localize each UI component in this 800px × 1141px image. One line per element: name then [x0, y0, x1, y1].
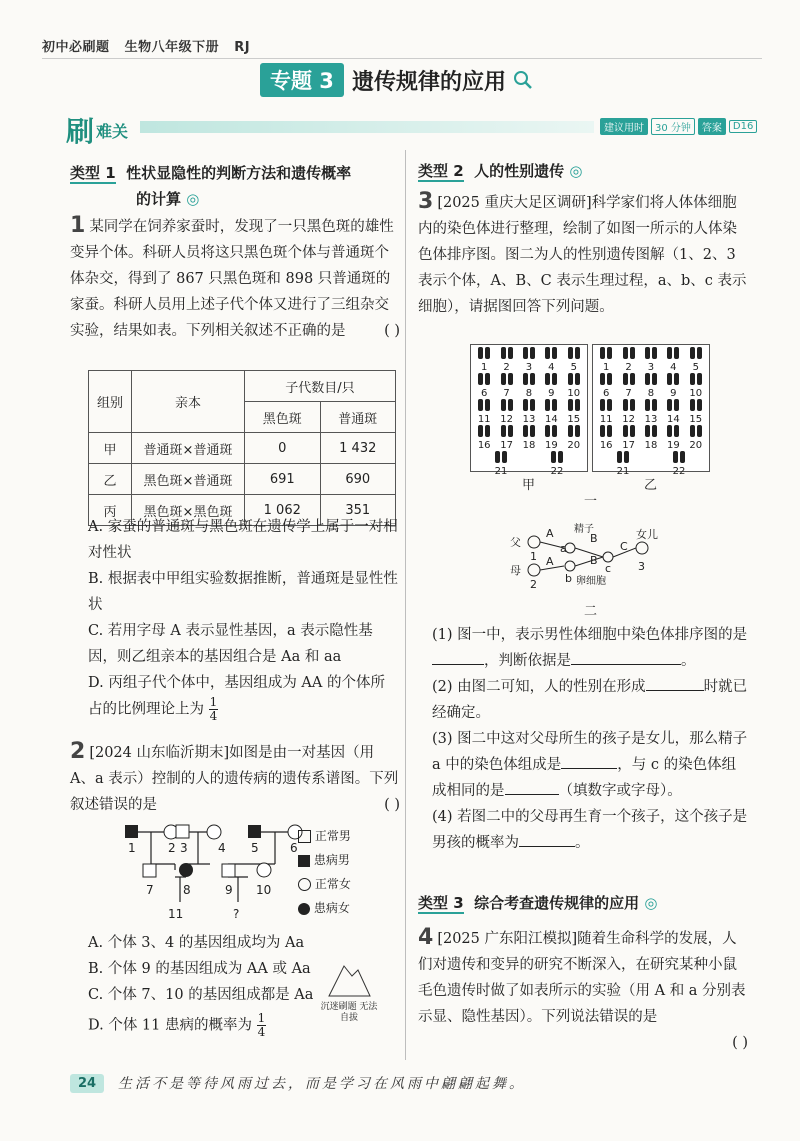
chromosome-pair [500, 399, 514, 425]
chromosome-number: 19 [666, 440, 680, 451]
cell-b [565, 561, 575, 571]
q2-option-c[interactable]: C. 个体 7、10 的基因组成都是 Aa [88, 987, 314, 1003]
chromosome-pair [544, 399, 558, 425]
chromosome-number: 16 [477, 440, 491, 451]
blank-4[interactable] [561, 768, 617, 769]
q2-paren: ( ) [384, 797, 400, 813]
chromosome-number: 3 [525, 362, 533, 373]
chromosome-pair [544, 373, 558, 399]
chromosome-number: 11 [599, 414, 613, 425]
node-1 [528, 536, 540, 548]
individual-7 [143, 864, 156, 877]
chromosome-number: 17 [622, 440, 635, 451]
chromosome-pair [599, 399, 613, 425]
chromosome-pair [672, 451, 686, 477]
chromosome-number: 20 [567, 440, 581, 451]
chromosome-number: 6 [481, 388, 488, 399]
th-group: 组别 [89, 371, 132, 433]
karyotype-row [473, 399, 585, 425]
q2-stem: 如图是由一对基因（用 A、a 表示）控制的人的遗传病的遗传系谱图。下列叙述错误的是 [70, 745, 399, 813]
label-8: 8 [183, 883, 191, 897]
chromosome-pair [567, 347, 581, 373]
daughter-label: 女儿 [636, 528, 658, 541]
time-value: 30 分钟 [651, 118, 695, 135]
node-2 [528, 564, 540, 576]
question-3 [418, 190, 748, 320]
chromosome-number: 1 [603, 362, 610, 373]
chromosome-number: 7 [503, 388, 510, 399]
q1-options [88, 514, 398, 723]
time-label: 建议用时 [600, 118, 648, 135]
cell-parent: 黑色斑×普通斑 [132, 464, 245, 495]
chromosome-pair [689, 425, 703, 451]
type2-heading [418, 160, 582, 181]
section-name: 难关 [96, 122, 129, 141]
cell-parent: 普通斑×普通斑 [132, 433, 245, 464]
label-11: 11 [168, 907, 184, 921]
blank-3[interactable] [646, 690, 704, 691]
chromosome-number: 5 [692, 362, 699, 373]
cell-group: 丙 [89, 495, 132, 526]
individual-1 [125, 825, 138, 838]
legend-label: 患病女 [313, 901, 350, 915]
karyotype-row [595, 399, 707, 425]
chromosome-number: 1 [481, 362, 488, 373]
karyotype-row [473, 373, 585, 399]
chromosome-pair [666, 347, 680, 373]
chromosome-number: 22 [550, 466, 564, 477]
chromosome-number: 3 [647, 362, 655, 373]
answer-value: D16 [729, 120, 757, 133]
q2-source: [2024 山东临沂期末] [89, 745, 230, 761]
father-label: 父 [510, 536, 521, 549]
chromosome-pair [599, 425, 613, 451]
type2-title: 人的性别遗传 [474, 162, 565, 180]
legend-affected-female [298, 896, 351, 920]
chromosome-number: 15 [567, 414, 581, 425]
legend-label: 患病男 [313, 853, 350, 867]
q1-option-d[interactable] [88, 670, 398, 723]
type1-label: 类型 1 [70, 164, 116, 182]
karyotype-a [470, 344, 588, 477]
B2-label: B [590, 554, 598, 567]
individual-8 [179, 863, 193, 877]
chromosome-pair [689, 399, 703, 425]
chromosome-number: 10 [567, 388, 581, 399]
cell-black: 0 [245, 433, 321, 464]
chromosome-pair [500, 347, 514, 373]
q4-text [418, 926, 748, 1030]
chromosome-number: 13 [644, 414, 658, 425]
q4-stem: 随着生命科学的发展，人们对遗传和变异的研究不断深入，在研究某种小鼠毛色遗传时做了如表所示的实验（用 A 和 a 分别表示显、隐性基因）。下列说法错误的是 [418, 931, 746, 1025]
label-3: 3 [180, 841, 188, 855]
type1-heading [70, 160, 400, 212]
panel-a-label: 甲 [522, 478, 536, 493]
sub2-text2: 时就已经确定。 [432, 679, 748, 721]
legend-normal-male [298, 824, 351, 848]
figure-2-label: 二 [584, 604, 598, 619]
chromosome-number: 20 [689, 440, 703, 451]
chromosome-pair [522, 399, 536, 425]
frac-den: 4 [209, 709, 218, 723]
page-number: 24 [70, 1074, 104, 1093]
a-label: a [560, 542, 567, 555]
n1-label: 1 [530, 550, 537, 563]
frac-num: 1 [257, 1011, 266, 1025]
chromosome-number: 8 [647, 388, 655, 399]
sex-inheritance-diagram [510, 520, 700, 610]
sub1-text: (1) 图一中，表示男性体细胞中染色体排序图的是 [432, 627, 748, 643]
chromosome-pair [622, 373, 636, 399]
chromosome-number: 2 [625, 362, 632, 373]
b-label: b [565, 572, 572, 585]
label-5: 5 [251, 841, 259, 855]
th-offspring: 子代数目/只 [245, 371, 396, 402]
label-6: 6 [290, 841, 298, 855]
chromosome-pair [666, 425, 680, 451]
q1-fraction [209, 696, 219, 723]
cell-parent: 黑色斑×黑色斑 [132, 495, 245, 526]
chromosome-number: 19 [544, 440, 558, 451]
type2-label: 类型 2 [418, 162, 464, 180]
chromosome-pair [644, 399, 658, 425]
chromosome-pair [500, 373, 514, 399]
cell-normal: 690 [320, 464, 396, 495]
chromosome-number: 10 [689, 388, 703, 399]
n3-label: 3 [638, 560, 645, 573]
type3-label: 类型 3 [418, 894, 464, 912]
q1-option-d-text: D. 丙组子代个体中，基因组成为 AA 的个体所占的比例理论上为 [88, 675, 385, 718]
q3-sub1: (1) 图一中，表示男性体细胞中染色体排序图的是，判断依据是 。 [432, 627, 748, 669]
book-title: 初中必刷题 [42, 40, 110, 55]
type3-title: 综合考查遗传规律的应用 [474, 894, 640, 912]
chromosome-pair [522, 425, 536, 451]
question-1 [70, 214, 400, 344]
chromosome-number: 9 [548, 388, 555, 399]
q2-fraction [257, 1012, 267, 1039]
cell-black: 691 [245, 464, 321, 495]
footer-motto: 生活不是等待风雨过去，而是学习在风雨中翩翩起舞。 [118, 1076, 526, 1092]
q2-option-d-text: D. 个体 11 患病的概率为 [88, 1017, 252, 1034]
q3-number: 3 [418, 189, 434, 214]
label-9: 9 [225, 883, 233, 897]
q3-source: [2025 重庆大足区调研] [437, 195, 592, 211]
chromosome-number: 2 [503, 362, 510, 373]
figure-1-label: 一 [584, 494, 598, 509]
c-label: c [605, 562, 612, 575]
chromosome-number: 14 [666, 414, 680, 425]
chromosome-number: 9 [670, 388, 677, 399]
chromosome-pair [477, 425, 491, 451]
book-header [42, 36, 250, 55]
answer-label: 答案 [698, 118, 726, 135]
table-row [89, 464, 396, 495]
time-box [600, 118, 757, 135]
panel-b-label: 乙 [644, 478, 658, 493]
sub3-text: (3) 图二中这对父母所生的孩子是女儿，那么精子 a 中的染色体组成是 [432, 731, 748, 773]
legend-label: 正常女 [314, 877, 351, 891]
q3-sub4 [432, 804, 750, 856]
chromosome-pair [500, 425, 514, 451]
q1-table [88, 370, 396, 526]
blank-6[interactable] [519, 846, 575, 847]
topic-title: 遗传规律的应用 [351, 69, 506, 95]
edition-label: RJ [234, 40, 251, 55]
chromosome-number: 12 [500, 414, 513, 425]
q3-sub3 [432, 726, 750, 804]
karyotype-row [473, 425, 585, 451]
chromosome-pair [544, 347, 558, 373]
target-icon: ◎ [186, 190, 200, 208]
q1-number: 1 [70, 213, 86, 238]
chromosome-number: 18 [644, 440, 658, 451]
question-4 [418, 926, 748, 1056]
chromosome-number: 14 [544, 414, 558, 425]
sub2-text: (2) 由图二可知，人的性别在形成 [432, 679, 646, 695]
chromosome-number: 4 [548, 362, 555, 373]
chromosome-pair [622, 399, 636, 425]
chromosome-number: 13 [522, 414, 536, 425]
chromosome-number: 8 [525, 388, 533, 399]
sperm-label: 精子 [574, 524, 594, 535]
q1-option-c[interactable]: C. 若用字母 A 表示显性基因，a 表示隐性基因，则乙组亲本的基因组合是 Aa 和 aa [88, 623, 373, 665]
B-label: B [590, 532, 598, 545]
A2-label: A [546, 555, 554, 568]
karyotype-row [595, 425, 707, 451]
q2-option-a[interactable]: A. 个体 3、4 的基因组成均为 Aa [88, 935, 305, 951]
cell-normal: 351 [320, 495, 396, 526]
chromosome-number: 21 [494, 466, 508, 477]
node-3 [636, 542, 648, 554]
sub3-text3: （填数字或字母）。 [558, 783, 682, 799]
topic-banner [260, 63, 534, 97]
chromosome-pair [477, 399, 491, 425]
n2-label: 2 [530, 578, 537, 591]
chromosome-pair [550, 451, 564, 477]
type1-title2: 的计算 [136, 190, 182, 208]
blank-2[interactable] [571, 664, 681, 665]
chromosome-number: 5 [570, 362, 577, 373]
chromosome-pair [689, 347, 703, 373]
label-10: 10 [256, 883, 272, 897]
chromosome-number: 6 [603, 388, 610, 399]
egg-label: 卵细胞 [576, 576, 606, 587]
q3-text [418, 190, 748, 320]
pedigree-chart [118, 822, 398, 922]
chromosome-number: 22 [672, 466, 686, 477]
legend-affected-male [298, 848, 351, 872]
mother-label: 母 [510, 564, 521, 577]
label-1: 1 [128, 841, 136, 855]
chromosome-number: 21 [616, 466, 630, 477]
q1-option-a[interactable]: A. 家蚕的普通斑与黑色斑在遗传学上属于一对相对性状 [88, 519, 398, 561]
q1-option-b[interactable]: B. 根据表中甲组实验数据推断，普通斑是显性性状 [88, 571, 398, 613]
chromosome-pair [622, 425, 636, 451]
chromosome-pair [544, 425, 558, 451]
sub1-text2: ，判断依据是 [484, 653, 571, 669]
q2-options [88, 930, 328, 1039]
sub4-text: (4) 若图二中的父母再生育一个孩子，这个孩子是男孩的概率为 [432, 809, 748, 851]
type3-heading [418, 892, 657, 913]
q4-paren: ( ) [732, 1035, 748, 1051]
q4-number: 4 [418, 925, 434, 950]
stamp-text: 沉迷刷题 无法自拔 [320, 1002, 378, 1023]
chromosome-pair [644, 347, 658, 373]
C-label: C [620, 540, 628, 553]
chromosome-number: 11 [477, 414, 491, 425]
cell-group: 乙 [89, 464, 132, 495]
q2-option-b[interactable]: B. 个体 9 的基因组成为 AA 或 Aa [88, 961, 311, 977]
individual-4 [207, 825, 221, 839]
header-rule [42, 58, 762, 59]
chromosome-pair [666, 373, 680, 399]
chromosome-pair [522, 373, 536, 399]
th-normal: 普通斑 [320, 402, 396, 433]
subject-title: 生物八年级下册 [124, 40, 220, 55]
target-icon: ◎ [569, 162, 583, 180]
q4-source: [2025 广东阳江模拟] [437, 931, 578, 947]
frac-num: 1 [209, 695, 218, 709]
th-black: 黑色斑 [245, 402, 321, 433]
individual-3 [176, 825, 189, 838]
chromosome-pair [567, 373, 581, 399]
q1-stem: 某同学在饲养家蚕时，发现了一只黑色斑的雄性变异个体。科研人员将这只黑色斑个体与普通斑个体杂交，得到了 867 只黑色斑和 898 只普通斑的家蚕。科研人员用上述子代个体又进行了三组杂交实验，结果如表。下列相关叙述不正确的是 [70, 219, 394, 339]
question-2 [70, 740, 400, 818]
legend-normal-female [298, 872, 351, 896]
blank-5[interactable] [505, 794, 559, 795]
chromosome-pair [689, 373, 703, 399]
chromosome-pair [666, 399, 680, 425]
table-row [89, 433, 396, 464]
q1-paren: ( ) [384, 323, 400, 339]
chromosome-pair [599, 373, 613, 399]
chromosome-pair [567, 425, 581, 451]
q2-number: 2 [70, 739, 86, 764]
chromosome-number: 16 [599, 440, 613, 451]
chromosome-number: 4 [670, 362, 677, 373]
mountain-icon [324, 958, 374, 998]
q3-subquestions [432, 622, 750, 856]
cell-group: 甲 [89, 433, 132, 464]
section-band [140, 121, 594, 133]
stamp-illustration [318, 958, 380, 1024]
q3-sub2 [432, 674, 750, 726]
pedigree-legend [298, 824, 351, 920]
label-2: 2 [168, 841, 176, 855]
chromosome-pair [599, 347, 613, 373]
blank-1[interactable] [432, 664, 484, 665]
chromosome-pair [477, 347, 491, 373]
chromosome-pair [494, 451, 508, 477]
cell-normal: 1 432 [320, 433, 396, 464]
chromosome-pair [477, 373, 491, 399]
chromosome-number: 17 [500, 440, 513, 451]
chromosome-pair [644, 425, 658, 451]
section-prefix: 刷 [66, 115, 95, 148]
cell-black: 1 062 [245, 495, 321, 526]
magnifier-icon [512, 69, 534, 91]
chromosome-number: 12 [622, 414, 635, 425]
legend-label: 正常男 [314, 829, 351, 843]
individual-9 [222, 864, 235, 877]
chromosome-number: 7 [625, 388, 632, 399]
chromosome-pair [522, 347, 536, 373]
sub3-text2: ，与 c 的染色体组成相同的是 [432, 757, 737, 799]
frac-den: 4 [257, 1025, 266, 1039]
label-4: 4 [218, 841, 226, 855]
chromosome-pair [644, 373, 658, 399]
th-parent: 亲本 [132, 371, 245, 433]
topic-tag: 专题 3 [260, 63, 344, 97]
cell-c [603, 552, 613, 562]
chromosome-number: 15 [689, 414, 703, 425]
karyotype-row [595, 347, 707, 373]
column-divider [405, 150, 406, 1060]
individual-10 [257, 863, 271, 877]
individual-5 [248, 825, 261, 838]
chromosome-pair [622, 347, 636, 373]
karyotype-row [595, 373, 707, 399]
target-icon: ◎ [644, 894, 658, 912]
chromosome-pair [567, 399, 581, 425]
q3-stem: 科学家们将人体体细胞内的染色体进行整理，绘制了如图一所示的人体染色体排序图。图二为人的性别遗传图解（1、2、3 表示个体，A、B、C 表示生理过程，a、b、c 表示细胞），请据图回答下列问题。 [418, 195, 747, 315]
sub4-text2: 。 [575, 835, 590, 851]
karyotype-b [592, 344, 710, 477]
A-label: A [546, 527, 554, 540]
label-unknown: ? [233, 907, 240, 921]
type1-title: 性状显隐性的判断方法和遗传概率 [126, 164, 352, 182]
label-7: 7 [146, 883, 154, 897]
q2-option-d[interactable] [88, 1012, 328, 1039]
chromosome-pair [616, 451, 630, 477]
chromosome-number: 18 [522, 440, 536, 451]
karyotype-row [473, 347, 585, 373]
